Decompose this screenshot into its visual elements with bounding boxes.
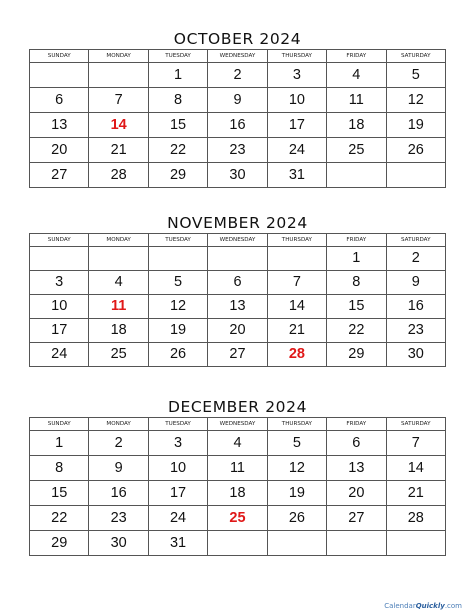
weekday-header: THURSDAY	[267, 418, 326, 431]
empty-day-cell	[30, 247, 89, 271]
day-cell: 14	[386, 456, 445, 481]
day-cell: 12	[148, 295, 207, 319]
month-title: NOVEMBER 2024	[167, 214, 308, 232]
day-cell: 9	[89, 456, 148, 481]
weekday-header: MONDAY	[89, 50, 148, 63]
day-cell: 1	[30, 431, 89, 456]
day-cell: 13	[208, 295, 267, 319]
week-row	[30, 88, 446, 113]
day-cell: 5	[148, 271, 207, 295]
day-cell: 9	[386, 271, 445, 295]
weekday-header: SATURDAY	[386, 234, 445, 247]
empty-day-cell	[30, 63, 89, 88]
day-cell: 18	[208, 481, 267, 506]
weekday-header: MONDAY	[89, 234, 148, 247]
month-title: OCTOBER 2024	[173, 30, 302, 48]
day-cell: 9	[208, 88, 267, 113]
week-row	[30, 138, 446, 163]
calendar-grid	[29, 49, 446, 188]
day-cell: 6	[208, 271, 267, 295]
day-cell: 28	[386, 506, 445, 531]
day-cell: 31	[148, 531, 207, 556]
day-cell: 26	[148, 343, 207, 367]
day-cell: 27	[30, 163, 89, 188]
brand-logo[interactable]	[384, 602, 462, 610]
day-cell: 7	[89, 88, 148, 113]
weekday-header: FRIDAY	[327, 50, 386, 63]
weekday-header: SUNDAY	[30, 234, 89, 247]
day-cell: 3	[30, 271, 89, 295]
weekday-header: TUESDAY	[148, 234, 207, 247]
day-cell: 18	[327, 113, 386, 138]
day-cell: 16	[386, 295, 445, 319]
week-row	[30, 343, 446, 367]
day-cell: 30	[386, 343, 445, 367]
day-cell: 3	[148, 431, 207, 456]
week-row	[30, 506, 446, 531]
day-cell: 16	[89, 481, 148, 506]
day-cell: 27	[327, 506, 386, 531]
holiday-day-cell: 11	[89, 295, 148, 319]
day-cell: 11	[208, 456, 267, 481]
day-cell: 1	[327, 247, 386, 271]
day-cell: 20	[208, 319, 267, 343]
empty-day-cell	[267, 247, 326, 271]
holiday-day-cell: 14	[89, 113, 148, 138]
day-cell: 17	[30, 319, 89, 343]
week-row	[30, 63, 446, 88]
day-cell: 26	[386, 138, 445, 163]
weekday-header: THURSDAY	[267, 50, 326, 63]
day-cell: 14	[267, 295, 326, 319]
brand-part-3: .com	[444, 602, 462, 610]
day-cell: 21	[386, 481, 445, 506]
day-cell: 23	[89, 506, 148, 531]
empty-day-cell	[267, 531, 326, 556]
day-cell: 29	[30, 531, 89, 556]
day-cell: 1	[148, 63, 207, 88]
day-cell: 30	[89, 531, 148, 556]
weekday-header: WEDNESDAY	[208, 50, 267, 63]
week-row	[30, 481, 446, 506]
month-title: DECEMBER 2024	[167, 398, 308, 416]
day-cell: 29	[327, 343, 386, 367]
empty-day-cell	[208, 247, 267, 271]
week-row	[30, 295, 446, 319]
day-cell: 2	[208, 63, 267, 88]
day-cell: 15	[148, 113, 207, 138]
week-row	[30, 319, 446, 343]
day-cell: 4	[89, 271, 148, 295]
day-cell: 13	[30, 113, 89, 138]
day-cell: 12	[267, 456, 326, 481]
day-cell: 16	[208, 113, 267, 138]
empty-day-cell	[386, 163, 445, 188]
day-cell: 25	[89, 343, 148, 367]
calendar-grid	[29, 233, 446, 367]
day-cell: 3	[267, 63, 326, 88]
week-row	[30, 456, 446, 481]
weekday-header: WEDNESDAY	[208, 418, 267, 431]
day-cell: 24	[148, 506, 207, 531]
day-cell: 20	[30, 138, 89, 163]
day-cell: 24	[267, 138, 326, 163]
day-cell: 20	[327, 481, 386, 506]
day-cell: 19	[148, 319, 207, 343]
week-row	[30, 431, 446, 456]
month-november	[29, 213, 446, 367]
day-cell: 15	[30, 481, 89, 506]
weekday-header: WEDNESDAY	[208, 234, 267, 247]
day-cell: 17	[148, 481, 207, 506]
weekday-header: THURSDAY	[267, 234, 326, 247]
day-cell: 11	[327, 88, 386, 113]
day-cell: 8	[148, 88, 207, 113]
brand-part-2: Quickly	[415, 602, 445, 610]
day-cell: 13	[327, 456, 386, 481]
day-cell: 29	[148, 163, 207, 188]
empty-day-cell	[148, 247, 207, 271]
day-cell: 10	[30, 295, 89, 319]
day-cell: 4	[327, 63, 386, 88]
weekday-header: SATURDAY	[386, 418, 445, 431]
day-cell: 21	[267, 319, 326, 343]
day-cell: 19	[267, 481, 326, 506]
empty-day-cell	[327, 163, 386, 188]
day-cell: 15	[327, 295, 386, 319]
day-cell: 28	[89, 163, 148, 188]
day-cell: 6	[327, 431, 386, 456]
holiday-day-cell: 28	[267, 343, 326, 367]
day-cell: 18	[89, 319, 148, 343]
holiday-day-cell: 25	[208, 506, 267, 531]
day-cell: 12	[386, 88, 445, 113]
week-row	[30, 271, 446, 295]
empty-day-cell	[327, 531, 386, 556]
day-cell: 2	[89, 431, 148, 456]
month-october	[29, 29, 446, 188]
day-cell: 2	[386, 247, 445, 271]
empty-day-cell	[386, 531, 445, 556]
day-cell: 27	[208, 343, 267, 367]
day-cell: 26	[267, 506, 326, 531]
day-cell: 22	[148, 138, 207, 163]
brand-part-1: Calendar	[384, 602, 416, 610]
calendar-grid	[29, 417, 446, 556]
day-cell: 8	[30, 456, 89, 481]
day-cell: 7	[267, 271, 326, 295]
day-cell: 24	[30, 343, 89, 367]
day-cell: 10	[267, 88, 326, 113]
week-row	[30, 247, 446, 271]
day-cell: 30	[208, 163, 267, 188]
day-cell: 17	[267, 113, 326, 138]
weekday-header: SATURDAY	[386, 50, 445, 63]
day-cell: 6	[30, 88, 89, 113]
week-row	[30, 531, 446, 556]
weekday-header: SUNDAY	[30, 50, 89, 63]
day-cell: 4	[208, 431, 267, 456]
day-cell: 19	[386, 113, 445, 138]
weekday-header: MONDAY	[89, 418, 148, 431]
day-cell: 5	[267, 431, 326, 456]
weekday-header: TUESDAY	[148, 418, 207, 431]
day-cell: 23	[386, 319, 445, 343]
empty-day-cell	[89, 63, 148, 88]
day-cell: 5	[386, 63, 445, 88]
weekday-header: FRIDAY	[327, 234, 386, 247]
empty-day-cell	[208, 531, 267, 556]
weekday-header: TUESDAY	[148, 50, 207, 63]
day-cell: 25	[327, 138, 386, 163]
weekday-header: FRIDAY	[327, 418, 386, 431]
day-cell: 31	[267, 163, 326, 188]
empty-day-cell	[89, 247, 148, 271]
day-cell: 23	[208, 138, 267, 163]
week-row	[30, 163, 446, 188]
day-cell: 7	[386, 431, 445, 456]
day-cell: 21	[89, 138, 148, 163]
day-cell: 10	[148, 456, 207, 481]
week-row	[30, 113, 446, 138]
day-cell: 8	[327, 271, 386, 295]
day-cell: 22	[30, 506, 89, 531]
month-december	[29, 397, 446, 556]
day-cell: 22	[327, 319, 386, 343]
weekday-header: SUNDAY	[30, 418, 89, 431]
